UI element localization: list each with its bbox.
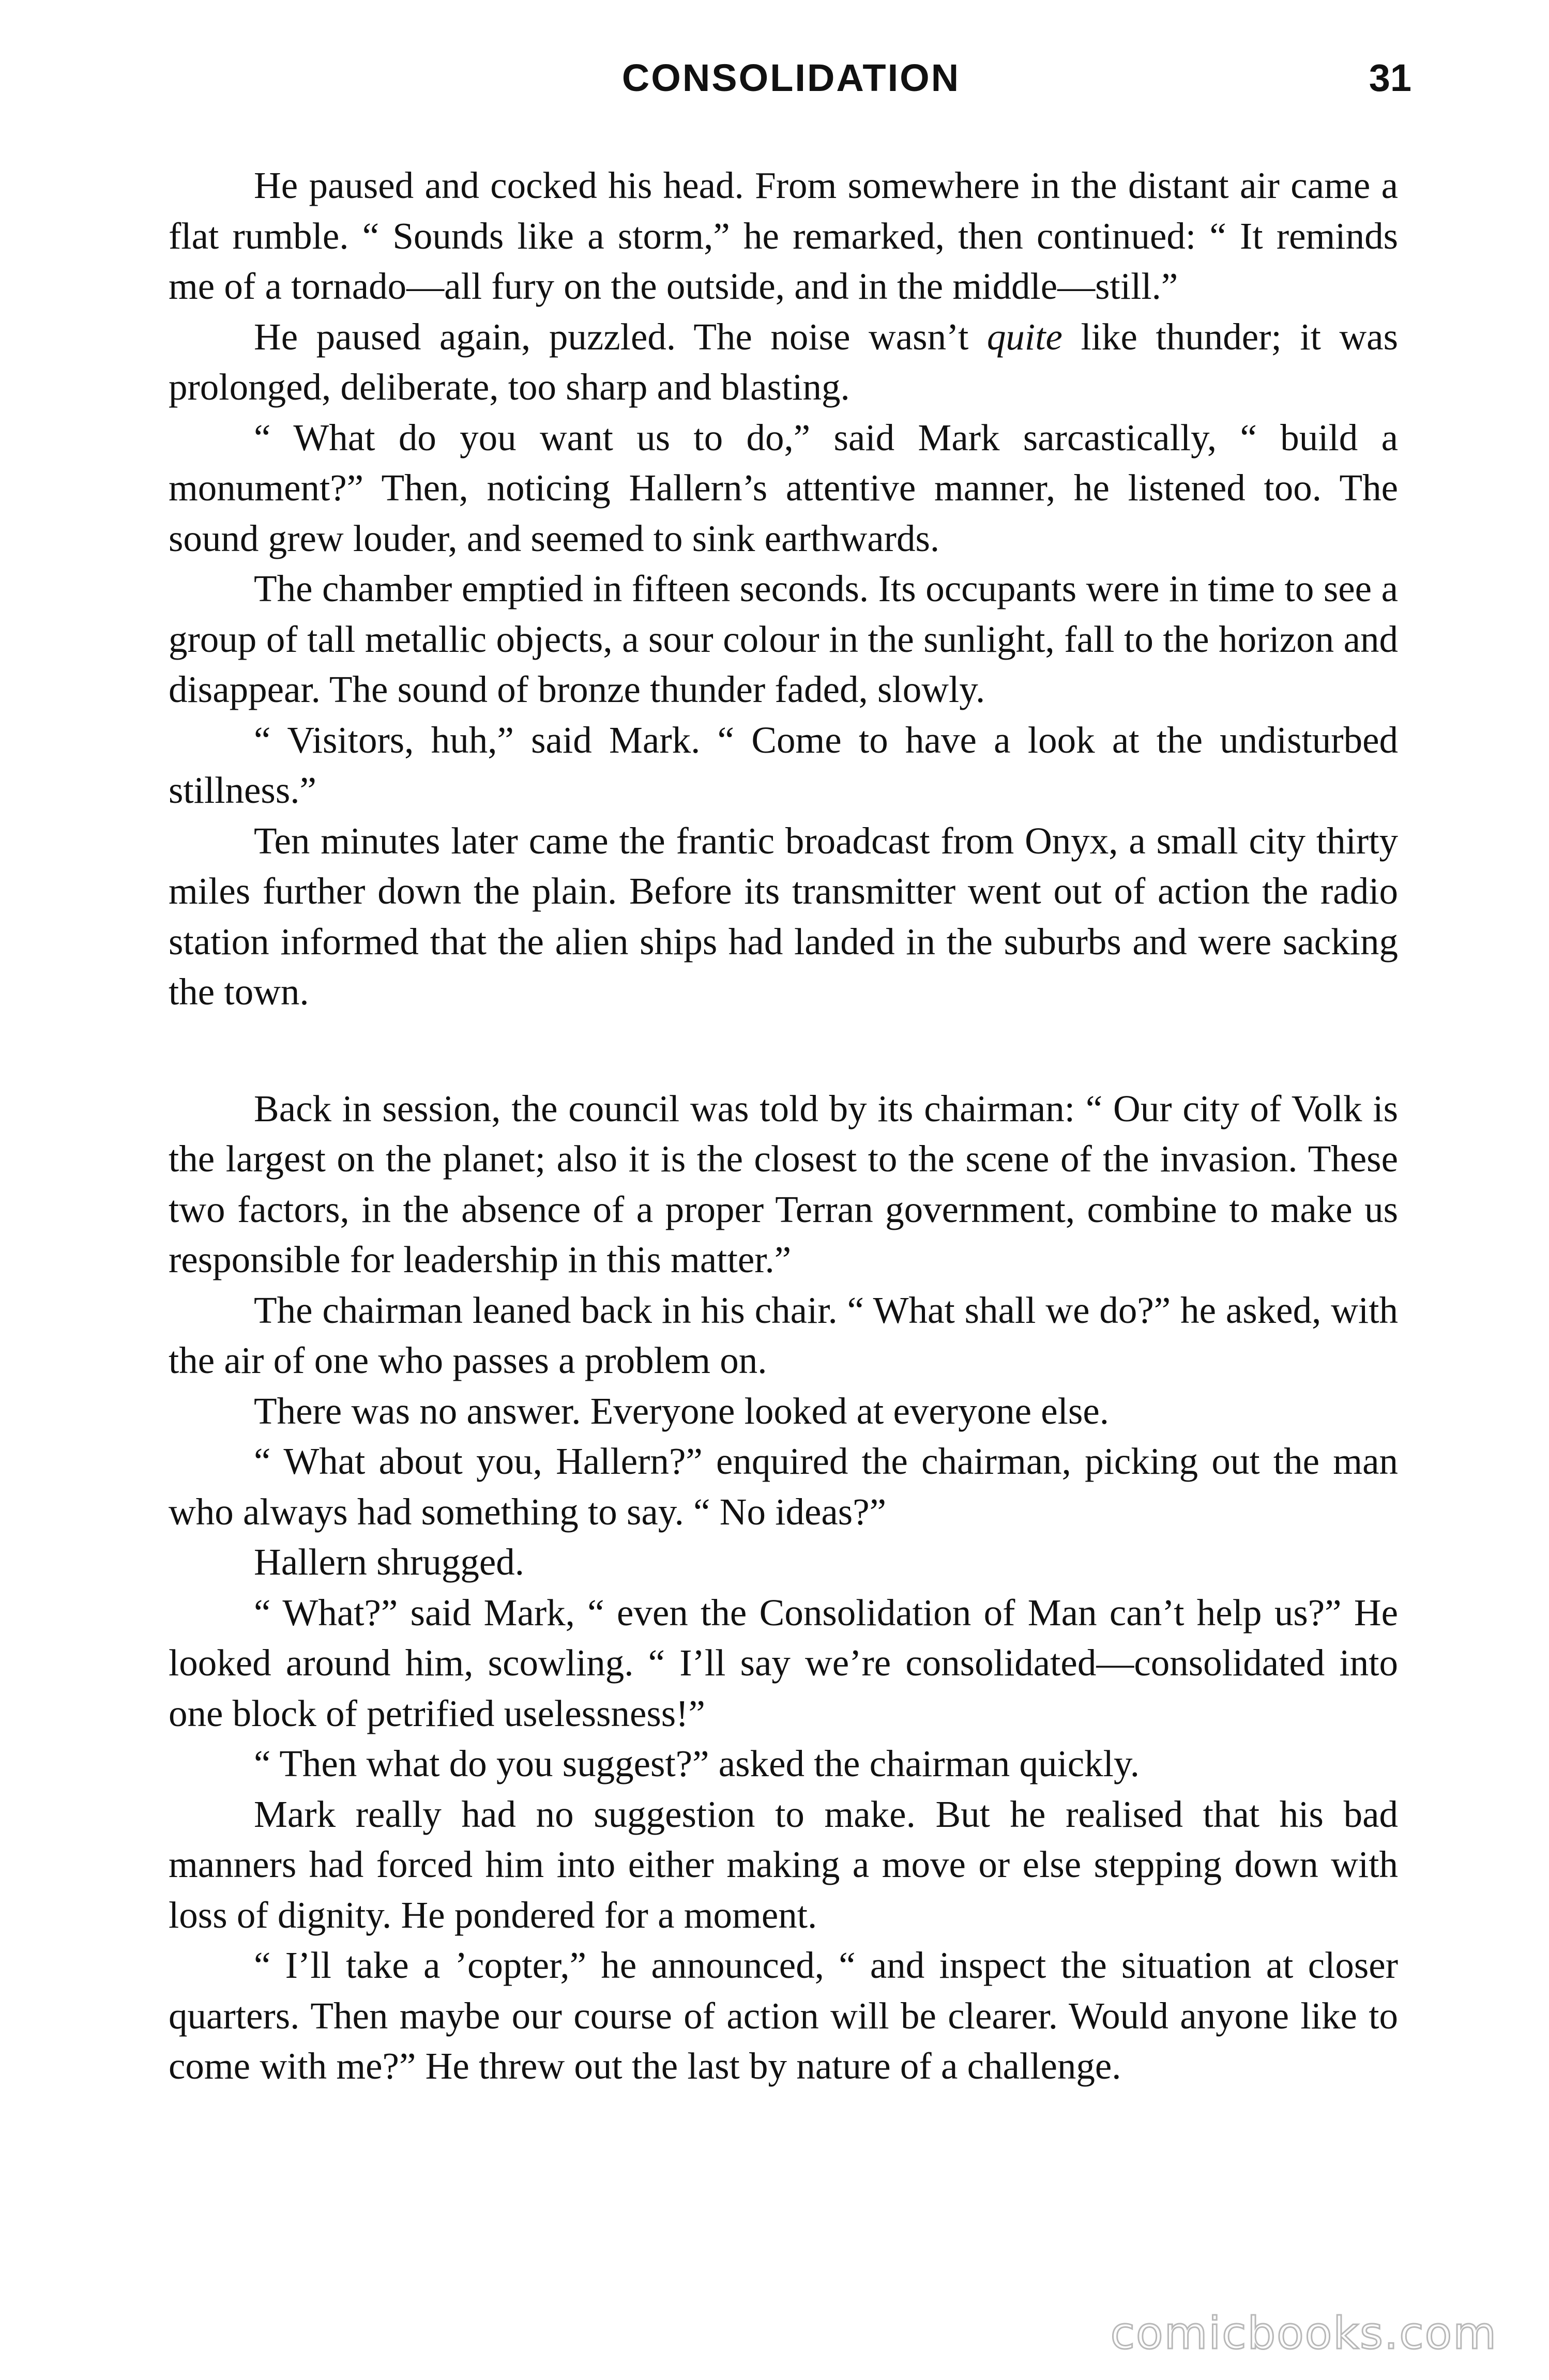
watermark: comicbooks.com	[1110, 2308, 1497, 2359]
paragraph: The chamber emptied in fifteen seconds. Its occupants were in time to see a group of tall metallic objects, a sour colour in the sunlight, fall to the horizon and disappear. The sound of bronze thunder faded, slowly.	[169, 568, 1398, 710]
paragraph: He paused again, puzzled. The noise wasn’t quite like thunder; it was prolonged, deliberate, too sharp and blasting.	[169, 315, 1398, 408]
paragraph: Hallern shrugged.	[254, 1541, 525, 1583]
page-header	[171, 56, 1411, 113]
paragraph: “ Then what do you suggest?” asked the chairman quickly.	[254, 1743, 1140, 1784]
paragraph: “ What?” said Mark, “ even the Consolidation of Man can’t help us?” He looked around him, scowling. “ I’ll say we’re consolidated—consolidated into one block of petrified uselessness!”	[169, 1591, 1398, 1734]
running-head-title: CONSOLIDATION	[621, 56, 961, 99]
paragraph: He paused and cocked his head. From somewhere in the distant air came a flat rumble. “ Sounds like a storm,” he remarked, then continued: “ It reminds me of a tornado—all fury on the outside, and in the middle—still.”	[169, 164, 1398, 307]
page-body	[169, 160, 1398, 2092]
paragraph: “ I’ll take a ’copter,” he announced, “ and inspect the situation at closer quarters. Then maybe our course of action will be clearer. Would anyone like to come with me?” He threw out the last by nature of a challenge.	[169, 1944, 1398, 2087]
paragraph: The chairman leaned back in his chair. “ What shall we do?” he asked, with the air of one who passes a problem on.	[169, 1289, 1398, 1381]
paragraph: “ What about you, Hallern?” enquired the chairman, picking out the man who always had something to say. “ No ideas?”	[169, 1440, 1398, 1533]
page-number: 31	[1369, 56, 1411, 99]
paragraph: Mark really had no suggestion to make. But he realised that his bad manners had forced him into either making a move or else stepping down with loss of dignity. He pondered for a moment.	[169, 1793, 1398, 1936]
paragraph: There was no answer. Everyone looked at everyone else.	[254, 1390, 1110, 1432]
paragraph: Ten minutes later came the frantic broadcast from Onyx, a small city thirty miles further down the plain. Before its transmitter went out of action the radio station informed that the alien ships had landed in the suburbs and were sacking the town.	[169, 819, 1398, 1013]
emphasized-word: quite	[986, 315, 1062, 358]
paragraph: “ What do you want us to do,” said Mark sarcastically, “ build a monument?” Then, noticing Hallern’s attentive manner, he listened too. The sound grew louder, and seemed to sink earthwards.	[169, 416, 1398, 559]
paragraph: “ Visitors, huh,” said Mark. “ Come to have a look at the undisturbed stillness.”	[169, 719, 1398, 811]
paragraph-section-start: Back in session, the council was told by its chairman: “ Our city of Volk is the largest on the planet; also it is the closest to the scene of the invasion. These two factors, in the absence of a proper Terran government, combine to make us responsible for leadership in this matter.”	[169, 1087, 1398, 1280]
